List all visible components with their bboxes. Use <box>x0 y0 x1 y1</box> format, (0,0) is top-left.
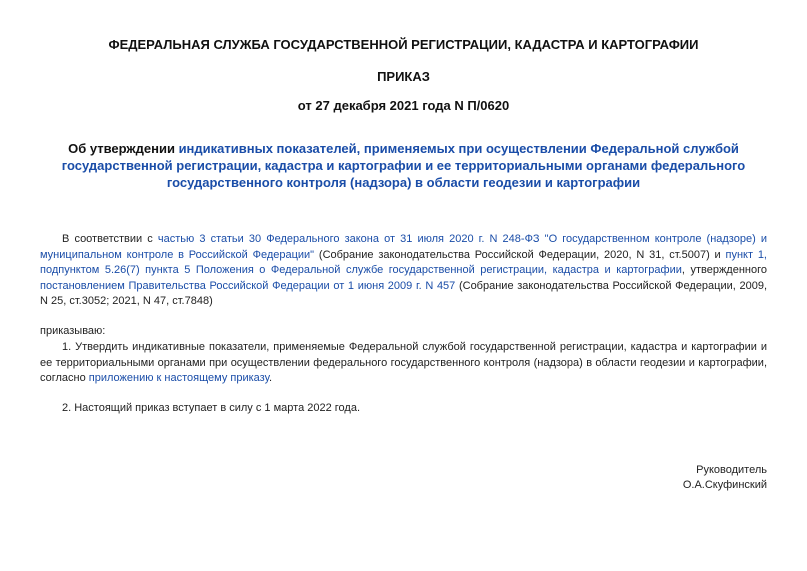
signature-role: Руководитель <box>696 464 767 476</box>
government-decree-link[interactable]: постановлением Правительства Российской Федерации от 1 июня 2009 г. N 457 <box>40 279 456 292</box>
p1-text-3: , утвержденного <box>681 264 768 276</box>
p2-text-1: 1. Утвердить индикативные показатели, применяемые Федеральной службой государственной регистрации, кадастра и картографии и ее территориальными органами при осуществлении федерального государственного контроля (надзора) в области геодезии и картографии, согласно <box>40 341 767 384</box>
regulation-clause-link[interactable]: пункт 1, подпунктом 5.26(7) пункта 5 Положения о Федеральной службе государственной регистрации, кадастра и картографии <box>40 248 767 276</box>
document-type: ПРИКАЗ <box>377 69 430 84</box>
paragraph-basis <box>40 232 767 310</box>
document-title <box>40 140 767 191</box>
p1-text-1: В соответствии с <box>62 233 158 245</box>
order-word: приказываю: <box>40 325 106 337</box>
p1-text-2: (Собрание законодательства Российской Федерации, 2020, N 31, ст.5007) и <box>314 248 726 261</box>
appendix-link[interactable]: приложению к настоящему приказу <box>88 372 269 384</box>
title-prefix: Об утверждении <box>68 141 179 156</box>
p2-text-2: . <box>268 372 273 384</box>
law-248-fz-link[interactable]: частью 3 статьи 30 Федерального закона от 31 июля 2020 г. N 248-ФЗ "О государственном контроле (надзоре) и муниципальном контроле в Российской Федерации" <box>40 233 767 261</box>
paragraph-approve <box>40 340 767 387</box>
p1-text-4: (Собрание законодательства Российской Федерации, 2009, N 25, ст.3052; 2021, N 47, ст.7848) <box>40 279 768 307</box>
document-date-number: от 27 декабря 2021 года N П/0620 <box>297 98 510 113</box>
signature-name: О.А.Скуфинский <box>682 479 767 491</box>
organization-name: ФЕДЕРАЛЬНАЯ СЛУЖБА ГОСУДАРСТВЕННОЙ РЕГИСТРАЦИИ, КАДАСТРА И КАРТОГРАФИИ <box>108 37 699 52</box>
paragraph-effective-date: 2. Настоящий приказ вступает в силу с 1 марта 2022 года. <box>62 402 361 414</box>
title-link[interactable]: индикативных показателей, применяемых при осуществлении Федеральной службой государственной регистрации, кадастра и картографии и ее территориальными органами федерального государственного контроля (надзора) в области геодезии и картографии <box>61 141 746 190</box>
